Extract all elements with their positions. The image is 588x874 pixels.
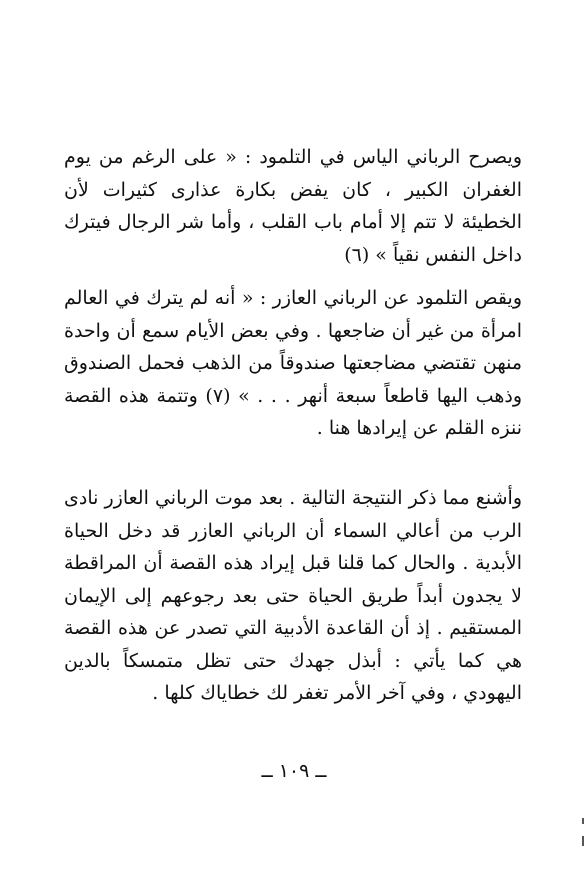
scan-edge-mark bbox=[582, 836, 584, 846]
scan-edge-mark bbox=[582, 818, 584, 824]
page-number: ــ ١٠٩ ــ bbox=[261, 760, 327, 782]
paragraph-conclusion: وأشنع مما ذكر النتيجة التالية . بعد موت الرباني العازر نادى الرب من أعالي السماء أن الرباني العازر قد دخل الحياة الأبدية . والحال كما قلنا قبل إيراد هذه القصة أن المراقطة لا يجدون أبداً طريق الحياة حتى بعد رجوعهم إلى الإيمان المستقيم . إذ أن القاعدة الأدبية التي تصدر عن هذه القصة هي كما يأتي : أبذل جهدك حتى تظل متمسكاً بالدين اليهودي ، وفي آخر الأمر تغفر لك خطاياك كلها . bbox=[64, 487, 522, 704]
paragraph-rabbi-elias: ويصرح الرباني الياس في التلمود : « على الرغم من يوم الغفران الكبير ، كان يفض بكارة عذارى كثيرات لأن الخطيئة لا تتم إلا أمام باب القلب ، وأما شر الرجال فيترك داخل النفس نقياً » (٦) bbox=[64, 146, 522, 266]
paragraph-rabbi-elazar: ويقص التلمود عن الرباني العازر : « أنه لم يترك في العالم امرأة من غير أن ضاجعها . وفي بعض الأيام سمع أن واحدة منهن تقتضي مضاجعتها صندوقاً من الذهب فحمل الصندوق وذهب اليها قاطعاً سبعة أنهر . . . » (٧) وتتمة هذه القصة ننزه القلم عن إيرادها هنا . bbox=[64, 287, 522, 439]
